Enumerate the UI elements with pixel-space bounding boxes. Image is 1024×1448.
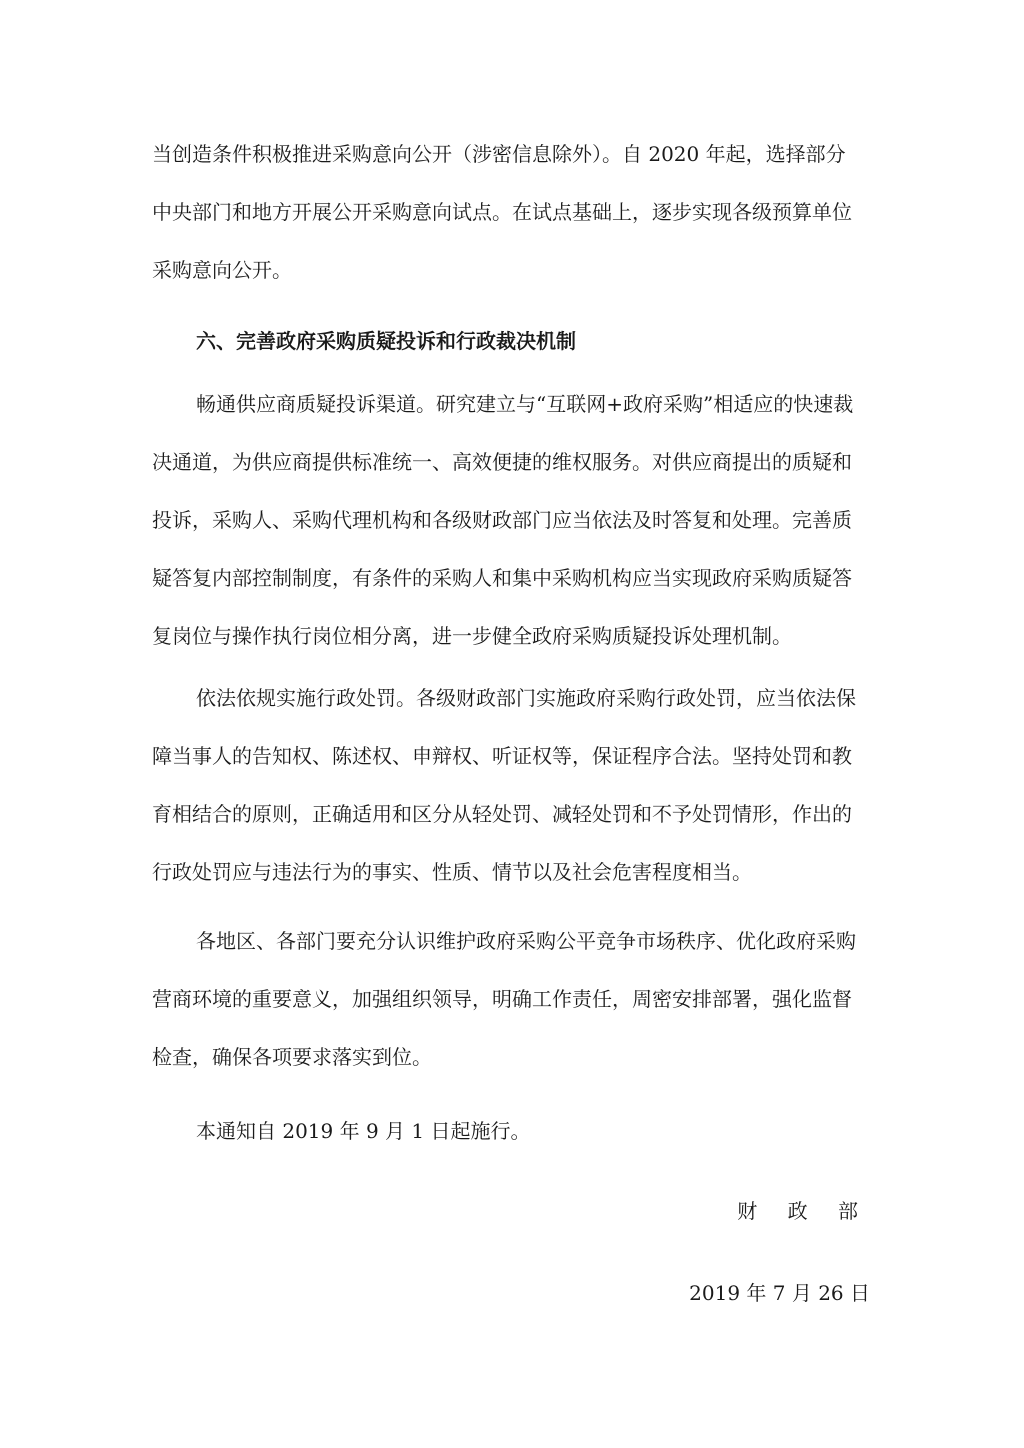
paragraph-effective-date [152,1120,870,1178]
paragraph-requirements [152,930,870,1104]
paragraph-line: 投诉，采购人、采购代理机构和各级财政部门应当依法及时答复和处理。完善质 [152,508,852,532]
signature-organization: 财 政 部 [737,1199,870,1223]
paragraph-line: 依法依规实施行政处罚。各级财政部门实施政府采购行政处罚，应当依法保 [196,686,856,710]
section-heading: 六、完善政府采购质疑投诉和行政裁决机制 [196,329,576,353]
signature-date: 2019 年 7 月 26 日 [689,1281,870,1305]
paragraph-line: 决通道，为供应商提供标准统一、高效便捷的维权服务。对供应商提出的质疑和 [152,450,852,474]
paragraph-line: 当创造条件积极推进采购意向公开（涉密信息除外）。自 2020 年起，选择部分 [152,142,846,166]
paragraph-line: 复岗位与操作执行岗位相分离，进一步健全政府采购质疑投诉处理机制。 [152,624,792,648]
paragraph-line: 行政处罚应与违法行为的事实、性质、情节以及社会危害程度相当。 [152,860,752,884]
paragraph-line: 采购意向公开。 [152,258,292,282]
paragraph-line: 本通知自 2019 年 9 月 1 日起施行。 [196,1119,531,1143]
paragraph-line: 各地区、各部门要充分认识维护政府采购公平竞争市场秩序、优化政府采购 [196,929,856,953]
paragraph-line: 畅通供应商质疑投诉渠道。研究建立与“互联网+政府采购”相适应的快速裁 [196,392,854,416]
paragraph-line: 中央部门和地方开展公开采购意向试点。在试点基础上，逐步实现各级预算单位 [152,200,852,224]
paragraph-line: 检查，确保各项要求落实到位。 [152,1045,432,1069]
paragraph-line: 营商环境的重要意义，加强组织领导，明确工作责任，周密安排部署，强化监督 [152,987,852,1011]
paragraph-line: 育相结合的原则，正确适用和区分从轻处罚、减轻处罚和不予处罚情形，作出的 [152,802,852,826]
paragraph-line: 障当事人的告知权、陈述权、申辩权、听证权等，保证程序合法。坚持处罚和教 [152,744,852,768]
paragraph-line: 疑答复内部控制制度，有条件的采购人和集中采购机构应当实现政府采购质疑答 [152,566,852,590]
paragraph-complaint-channels [152,393,870,683]
intro-paragraph [152,143,870,317]
paragraph-administrative-penalty [152,687,870,919]
